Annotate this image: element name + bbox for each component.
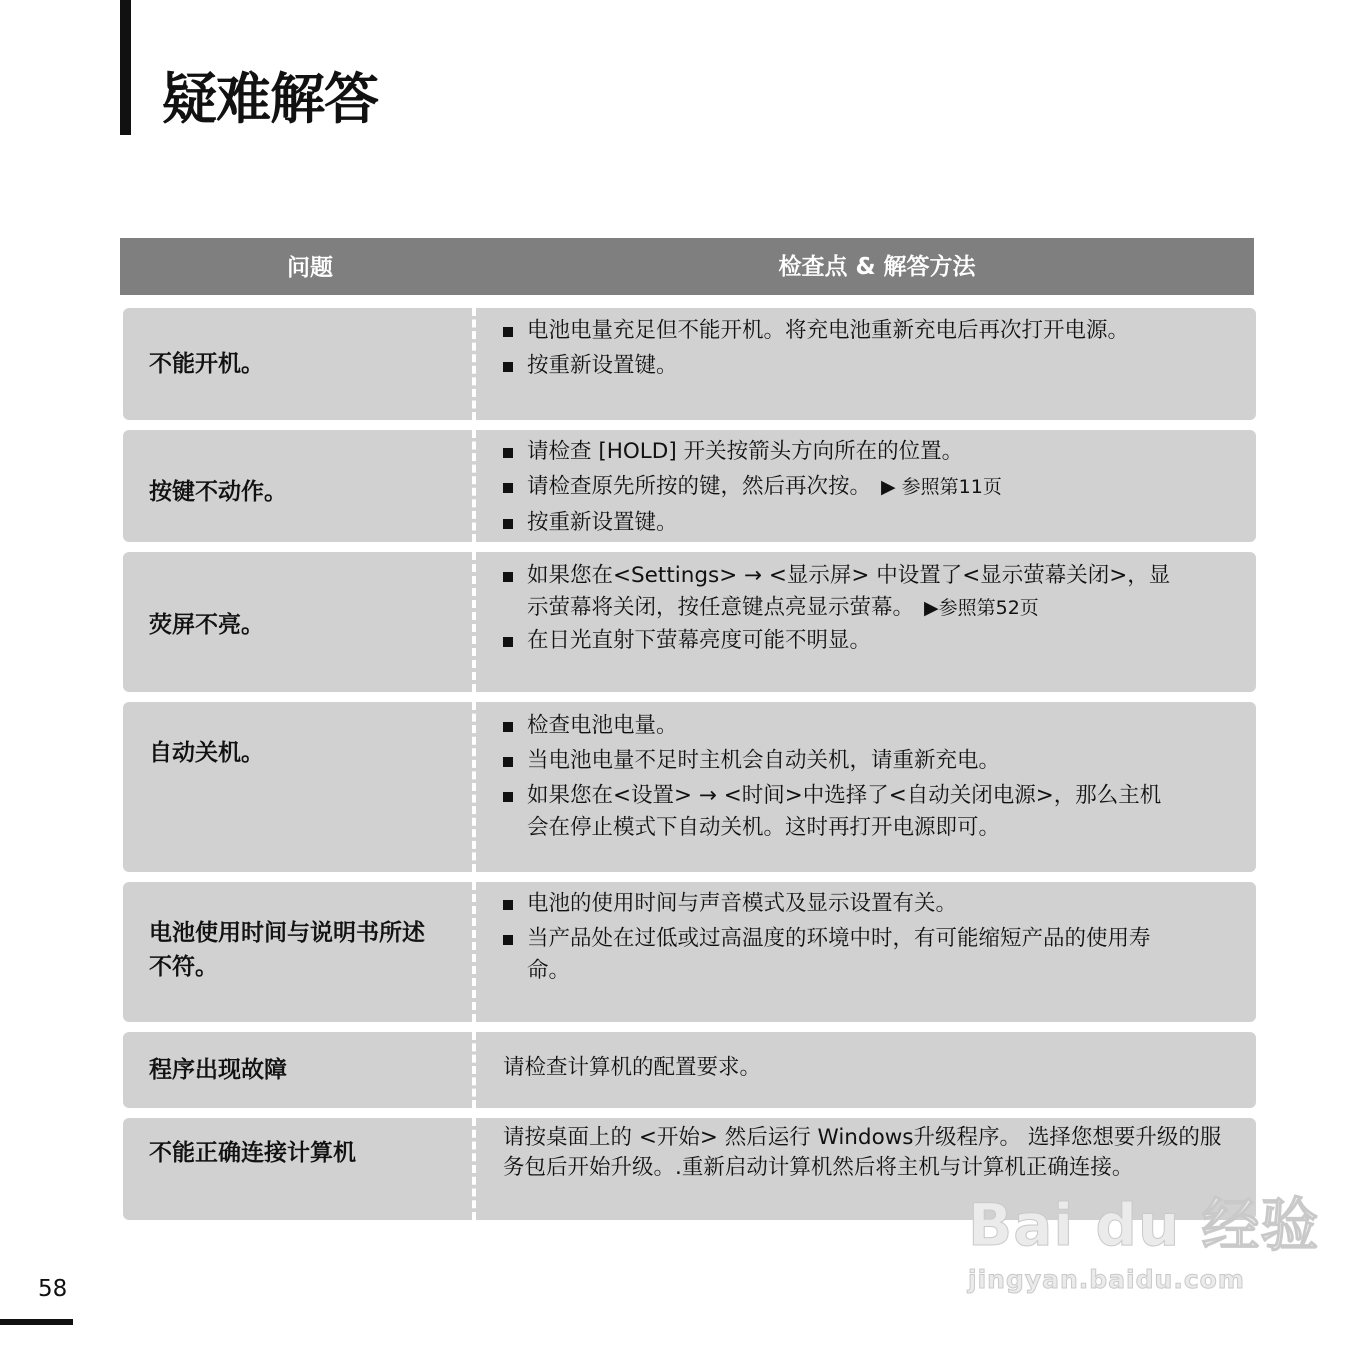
bullet-square-icon: [503, 519, 513, 529]
bullet-square-icon: [503, 362, 513, 372]
page-number: 58: [38, 1276, 68, 1302]
page-reference: ▶ 参照第11页: [881, 476, 1002, 498]
answer-bullet: 请检查原先所按的键，然后再次按。 ▶ 参照第11页: [503, 469, 1244, 505]
answer-cell: 请检查计算机的配置要求。: [503, 1055, 762, 1080]
table-row: [123, 702, 1256, 872]
question-cell: 荧屏不亮。: [149, 612, 264, 638]
answer-cell: [503, 708, 1244, 843]
bullet-square-icon: [503, 637, 513, 647]
column-divider: [472, 702, 476, 872]
answer-bullet: 请检查 [HOLD] 开关按箭头方向所在的位置。: [503, 434, 1244, 469]
bullet-square-icon: [503, 935, 513, 945]
bullet-square-icon: [503, 448, 513, 458]
page-title: 疑难解答: [162, 67, 379, 131]
bullet-square-icon: [503, 327, 513, 337]
answer-bullet: 如果您在<Settings> → <显示屏> 中设置了<显示萤幕关闭>，显 示萤幕将关闭，按任意键点亮显示萤幕。 ▶参照第52页: [503, 558, 1244, 623]
header-question: 问题: [287, 255, 333, 281]
question-cell: 电池使用时间与说明书所述不符。: [149, 920, 425, 980]
bullet-square-icon: [503, 757, 513, 767]
answer-cell: [503, 886, 1244, 986]
answer-bullet: 按重新设置键。: [503, 348, 1244, 383]
column-divider: [472, 430, 476, 542]
table-row: [123, 430, 1256, 542]
answer-bullet: 当产品处在过低或过高温度的环境中时，有可能缩短产品的使用寿 命。: [503, 921, 1244, 986]
column-divider: [472, 1032, 476, 1108]
table-row: [123, 552, 1256, 692]
watermark-url: jingyan.baidu.com: [968, 1265, 1245, 1294]
page-reference: ▶参照第52页: [924, 597, 1039, 619]
answer-bullet: 电池的使用时间与声音模式及显示设置有关。: [503, 886, 1244, 921]
table-row: [123, 1032, 1256, 1108]
bullet-square-icon: [503, 483, 513, 493]
table-row: [123, 308, 1256, 420]
baidu-watermark: [968, 1190, 1319, 1300]
answer-bullet: 如果您在<设置> → <时间>中选择了<自动关闭电源>，那么主机 会在停止模式下自动关机。这时再打开电源即可。: [503, 778, 1244, 843]
table-header: [120, 238, 1254, 295]
bullet-square-icon: [503, 900, 513, 910]
column-divider: [472, 1118, 476, 1220]
answer-cell: [503, 434, 1244, 540]
table-row: [123, 882, 1256, 1022]
answer-cell: [503, 313, 1244, 383]
bullet-square-icon: [503, 792, 513, 802]
watermark-logo: Bai du 经验: [968, 1191, 1320, 1259]
page-number-rule: [0, 1319, 73, 1325]
column-divider: [472, 882, 476, 1022]
question-cell: 不能开机。: [149, 351, 264, 377]
answer-cell: 请按桌面上的 <开始> 然后运行 Windows升级程序。 选择您想要升级的服务包后开始升级。.重新启动计算机然后将主机与计算机正确连接。: [503, 1125, 1222, 1180]
question-cell: 程序出现故障: [149, 1057, 287, 1083]
header-answer: 检查点 & 解答方法: [778, 254, 976, 280]
answer-cell: [503, 558, 1244, 658]
title-accent-bar: [120, 0, 131, 135]
column-divider: [472, 308, 476, 420]
answer-bullet: 检查电池电量。: [503, 708, 1244, 743]
column-divider: [472, 552, 476, 692]
question-cell: 不能正确连接计算机: [149, 1140, 356, 1166]
bullet-square-icon: [503, 722, 513, 732]
question-cell: 按键不动作。: [149, 479, 287, 505]
bullet-square-icon: [503, 572, 513, 582]
answer-bullet: 当电池电量不足时主机会自动关机，请重新充电。: [503, 743, 1244, 778]
answer-bullet: 按重新设置键。: [503, 505, 1244, 540]
answer-bullet: 电池电量充足但不能开机。将充电池重新充电后再次打开电源。: [503, 313, 1244, 348]
answer-bullet: 在日光直射下萤幕亮度可能不明显。: [503, 623, 1244, 658]
question-cell: 自动关机。: [149, 740, 264, 766]
